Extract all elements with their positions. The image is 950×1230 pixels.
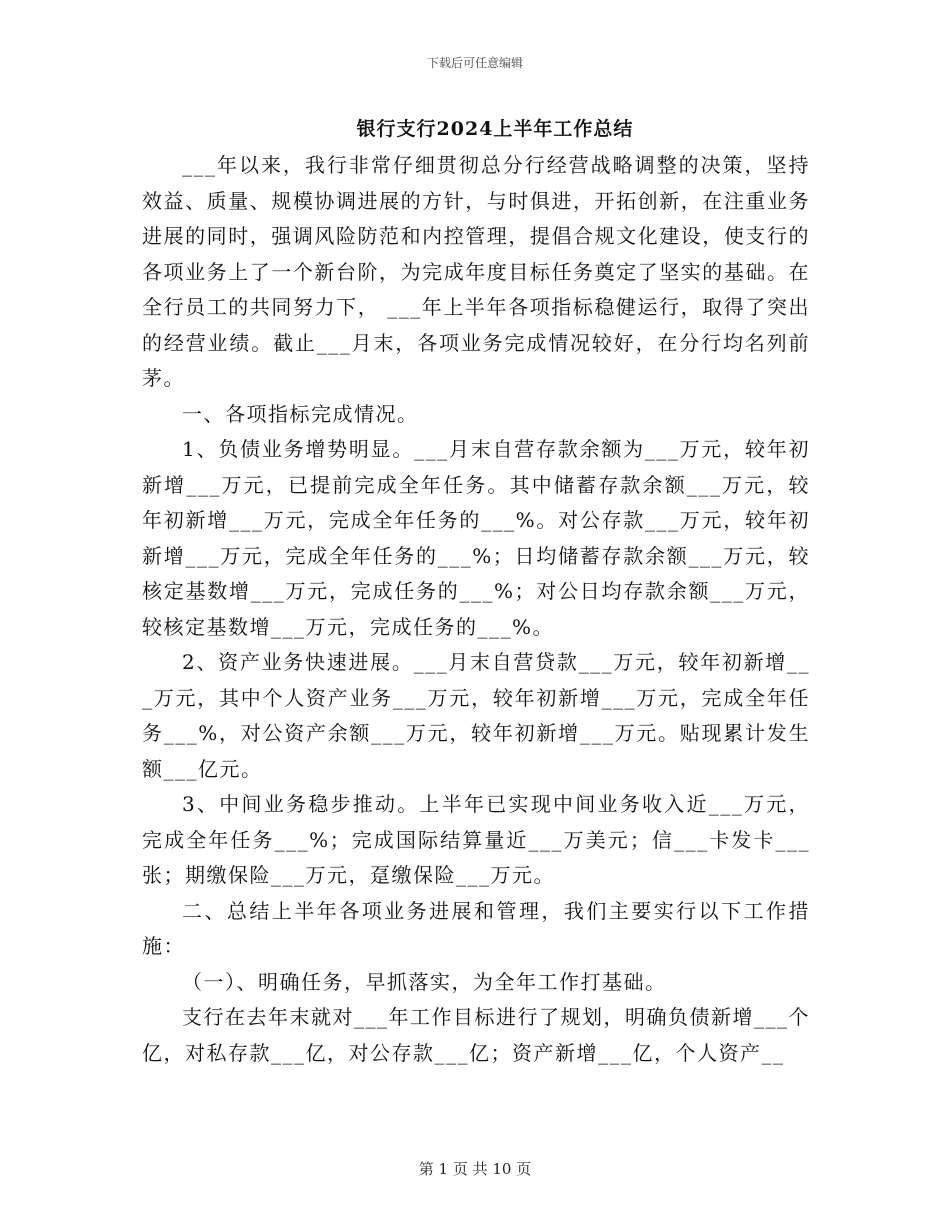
paragraph-intro: ___年以来，我行非常仔细贯彻总分行经营战略调整的决策，坚持效益、质量、规模协调进展的方针，与时俱进，开拓创新，在注重业务进展的同时，强调风险防范和内控管理，提倡合规文化建设，使支行的各项业务上了一个新台阶，为完成年度目标任务奠定了坚实的基础。在全行员工的共同努力下， ___年上半年各项指标稳健运行，取得了突出的经营业绩。截止___月末，各项业务完成情况较好，在分行均名列前茅。 xyxy=(142,153,810,390)
page-number-footer: 第 1 页 共 10 页 xyxy=(418,1160,532,1178)
document-title: 银行支行2024上半年工作总结 xyxy=(356,118,634,140)
paragraph-section-2-heading: 二、总结上半年各项业务进展和管理，我们主要实行以下工作措施： xyxy=(142,898,810,958)
paragraph-section-1-heading: 一、各项指标完成情况。 xyxy=(182,401,419,426)
paragraph-subsection-1-heading: （一）、明确任务，早抓落实，为全年工作打基础。 xyxy=(182,969,667,994)
header-note: 下载后可任意编辑 xyxy=(426,56,523,70)
document-body xyxy=(142,148,810,1071)
paragraph-planning: 支行在去年末就对___年工作目标进行了规划，明确负债新增___个亿，对私存款___亿，对公存款___亿；资产新增___亿，个人资产__ xyxy=(142,1005,810,1065)
paragraph-intermediate-business: 3、中间业务稳步推动。上半年已实现中间业务收入近___万元，完成全年任务___%；完成国际结算量近___万美元；信___卡发卡___张；期缴保险___万元，趸缴保险___万元。 xyxy=(142,792,810,887)
paragraph-asset-business: 2、资产业务快速进展。___月末自营贷款___万元，较年初新增___万元，其中个人资产业务___万元，较年初新增___万元，完成全年任务___%，对公资产余额___万元，较年初新增___万元。贴现累计发生额___亿元。 xyxy=(142,650,810,781)
paragraph-liability-business: 1、负债业务增势明显。___月末自营存款余额为___万元，较年初新增___万元，已提前完成全年任务。其中储蓄存款余额___万元，较年初新增___万元，完成全年任务的___%。对公存款___万元，较年初新增___万元，完成全年任务的___%；日均储蓄存款余额___万元，较核定基数增___万元，完成任务的___%；对公日均存款余额___万元，较核定基数增___万元，完成任务的___%。 xyxy=(142,437,810,639)
